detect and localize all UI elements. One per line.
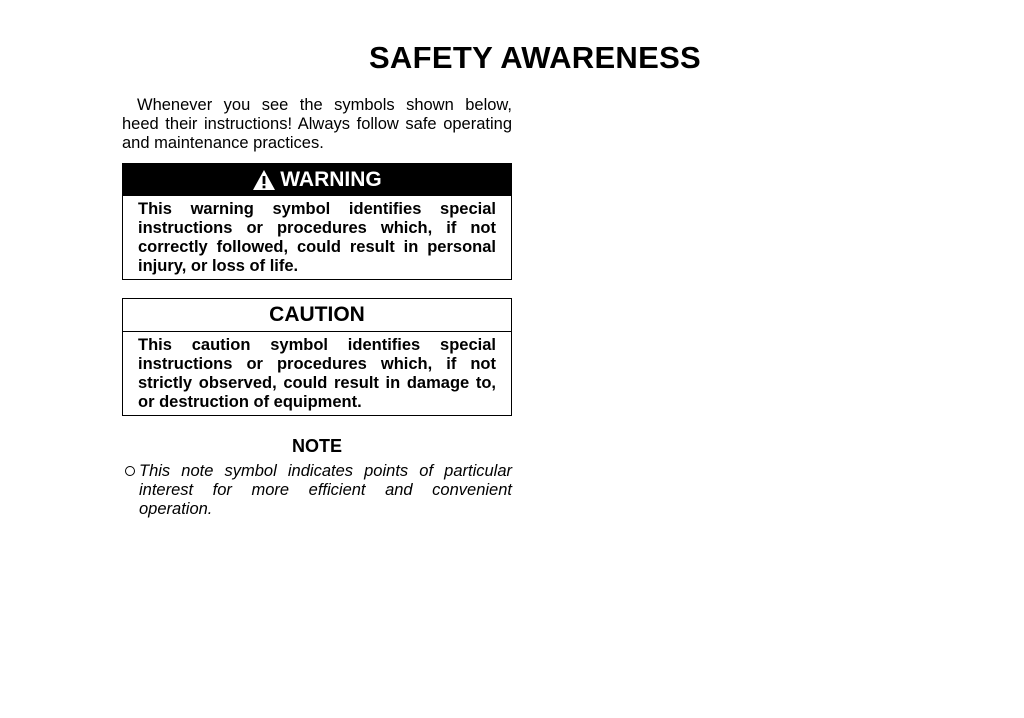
note-title: NOTE bbox=[291, 436, 342, 456]
warning-title: WARNING bbox=[280, 168, 382, 191]
warning-triangle-icon bbox=[252, 169, 276, 191]
note-item bbox=[122, 462, 512, 519]
intro-paragraph: Whenever you see the symbols shown below, heed their instructions! Always follow safe operating and maintenance practices. bbox=[122, 96, 512, 152]
warning-text: This warning symbol identifies special instructions or procedures which, if not correctly followed, could result in personal injury, or loss of life. bbox=[138, 200, 496, 275]
warning-header bbox=[123, 164, 511, 196]
page-title: SAFETY AWARENESS bbox=[368, 40, 702, 75]
warning-box bbox=[122, 163, 512, 280]
content-column bbox=[122, 96, 512, 518]
caution-box bbox=[122, 298, 512, 416]
caution-header bbox=[123, 299, 511, 332]
caution-title: CAUTION bbox=[269, 303, 365, 326]
circle-bullet-icon bbox=[125, 466, 135, 476]
note-text: This note symbol indicates points of particular interest for more efficient and convenient operation. bbox=[139, 462, 512, 518]
caution-text: This caution symbol identifies special instructions or procedures which, if not strictly observed, could result in damage to, or destruction of equipment. bbox=[138, 336, 496, 411]
